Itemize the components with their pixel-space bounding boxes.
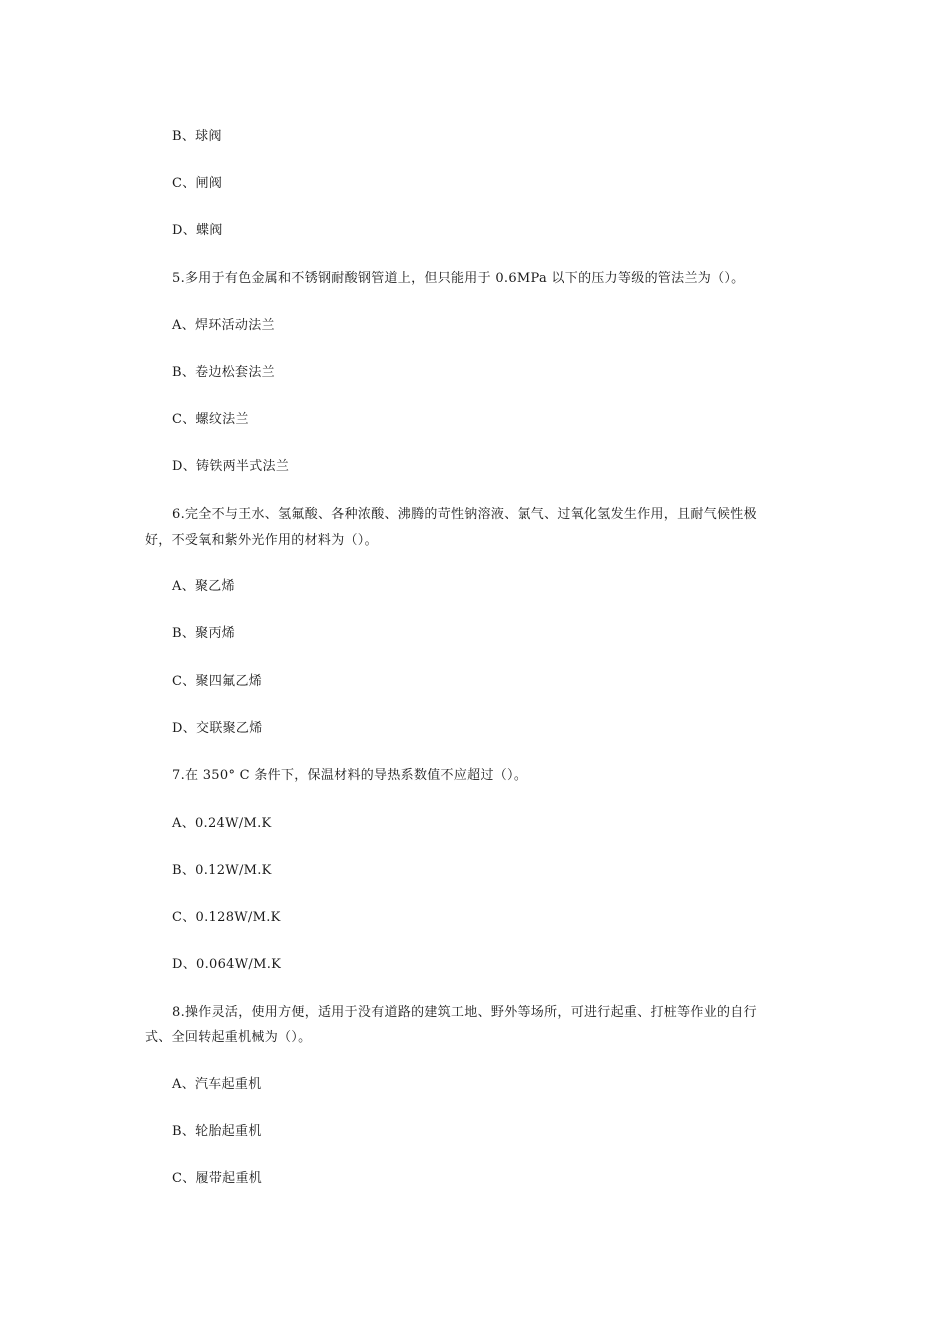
option-q5-d: D、铸铁两半式法兰 [172,459,290,474]
option-q6-d: D、交联聚乙烯 [172,721,263,736]
question-6-stem-line1: 6.完全不与王水、氢氟酸、各种浓酸、沸腾的苛性钠溶液、氯气、过氧化氢发生作用，且耐气候性极 [172,507,757,522]
option-q8-c: C、履带起重机 [172,1171,263,1186]
option-q5-a: A、焊环活动法兰 [172,318,275,333]
option-q4-c: C、闸阀 [172,176,223,191]
option-q5-b: B、卷边松套法兰 [172,365,275,380]
option-q5-c: C、螺纹法兰 [172,412,249,427]
option-q7-c: C、0.128W/M.K [172,910,281,925]
option-q4-d: D、蝶阀 [172,223,223,238]
option-q8-b: B、轮胎起重机 [172,1124,262,1139]
option-q4-b: B、球阀 [172,129,222,144]
question-5-stem: 5.多用于有色金属和不锈钢耐酸钢管道上，但只能用于 0.6MPa 以下的压力等级的管法兰为（）。 [172,271,745,286]
option-q8-a: A、汽车起重机 [172,1077,262,1092]
question-8-stem-line2: 式、全回转起重机械为（）。 [145,1030,312,1045]
question-6-stem-line2: 好，不受氧和紫外光作用的材料为（）。 [145,533,378,548]
option-q7-d: D、0.064W/M.K [172,957,282,972]
question-7-stem: 7.在 350° C 条件下，保温材料的导热系数值不应超过（）。 [172,768,528,783]
option-q7-a: A、0.24W/M.K [172,816,272,831]
option-q7-b: B、0.12W/M.K [172,863,272,878]
question-8-stem-line1: 8.操作灵活，使用方便，适用于没有道路的建筑工地、野外等场所，可进行起重、打桩等作业的自行 [172,1005,757,1020]
option-q6-c: C、聚四氟乙烯 [172,674,263,689]
option-q6-a: A、聚乙烯 [172,579,235,594]
option-q6-b: B、聚丙烯 [172,626,236,641]
